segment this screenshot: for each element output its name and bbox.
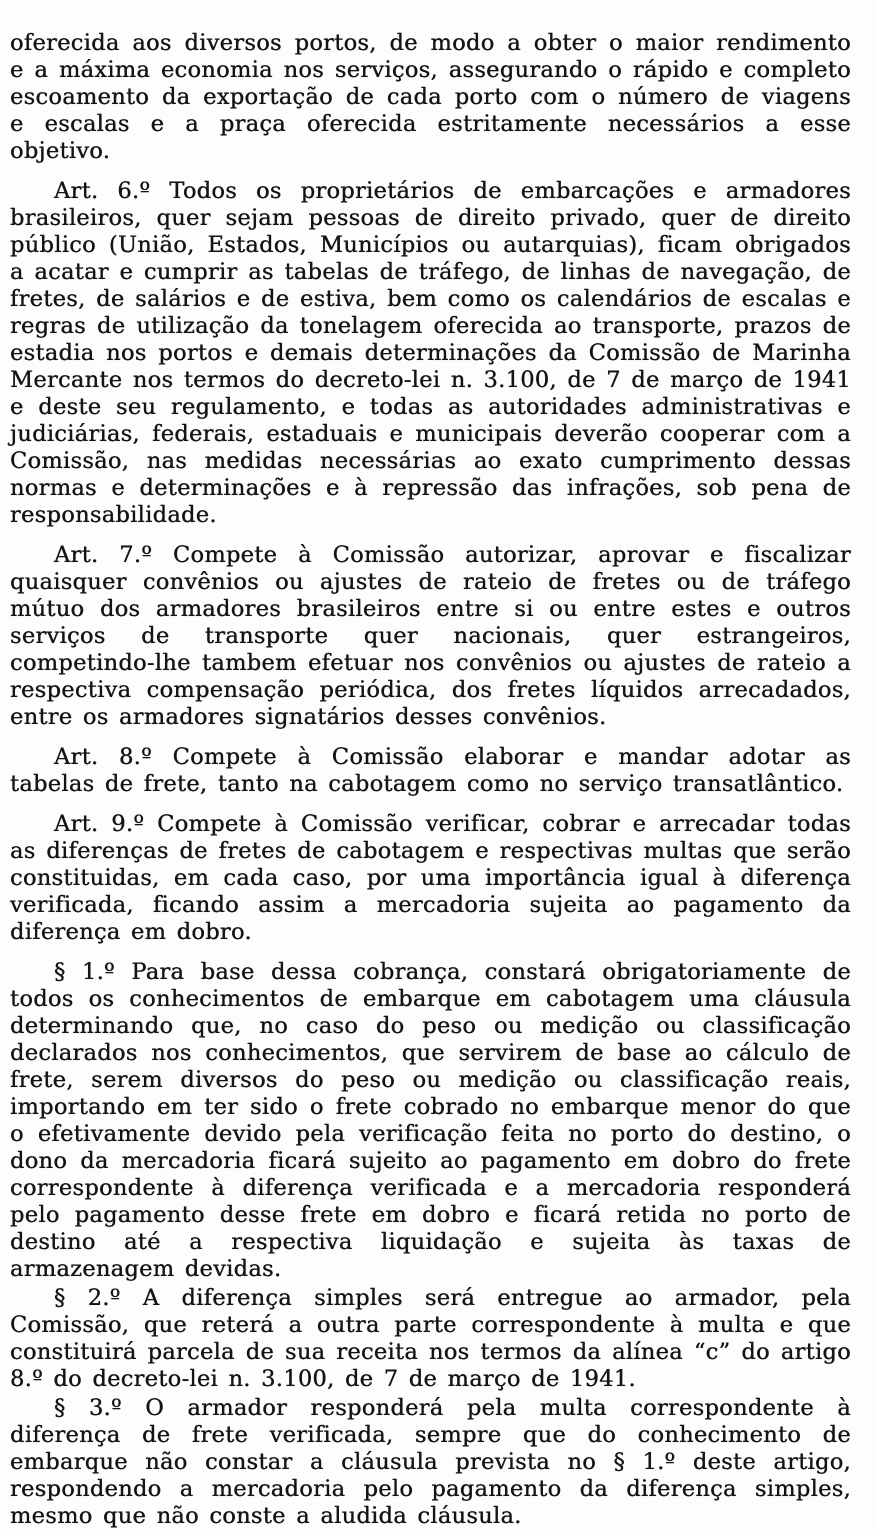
paragraph-continuation: oferecida aos diversos portos, de modo a obter o maior rendimento e a máxima economia nos serviços, assegurando o rápido e completo escoamento da exportação de cada porto com o número de viagens e escalas e a praça oferecida estritamente necessários a esse objetivo.: [10, 30, 851, 164]
paragraph-art-8: Art. 8.º Compete à Comissão elaborar e mandar adotar as tabelas de frete, tanto na cabotagem como no serviço transatlântico.: [10, 744, 851, 797]
paragraph-art-6: Art. 6.º Todos os proprietários de embarcações e armadores brasileiros, quer sejam pessoas de direito privado, quer de direito público (União, Estados, Municípios ou autarquias), ficam obrigados a acatar e cumprir as tabelas de tráfego, de linhas de navegação, de fretes, de salários e de estiva, bem como os calendários de escalas e regras de utilização da tonelagem oferecida ao transporte, prazos de estadia nos portos e demais determinações da Comissão de Marinha Mercante nos termos do decreto-lei n. 3.100, de 7 de março de 1941 e deste seu regulamento, e todas as autoridades administrativas e judiciárias, federais, estaduais e municipais deverão cooperar com a Comissão, nas medidas necessárias ao exato cumprimento dessas normas e determinações e à repressão das infrações, sob pena de responsabilidade.: [10, 178, 851, 528]
paragraph-art-7: Art. 7.º Compete à Comissão autorizar, aprovar e fiscalizar quaisquer convênios ou ajustes de rateio de fretes ou de tráfego mútuo dos armadores brasileiros entre si ou entre estes e outros serviços de transporte quer nacionais, quer estrangeiros, competindo-lhe tambem efetuar nos convênios ou ajustes de rateio a respectiva compensação periódica, dos fretes líquidos arrecadados, entre os armadores signatários desses convênios.: [10, 542, 851, 730]
paragraph-section-3: § 3.º O armador responderá pela multa correspondente à diferença de frete verificada, sempre que do conhecimento de embarque não constar a cláusula prevista no § 1.º deste artigo, respondendo a mercadoria pelo pagamento da diferença simples, mesmo que não conste a aludida cláusula.: [10, 1395, 851, 1529]
paragraph-art-9: Art. 9.º Compete à Comissão verificar, cobrar e arrecadar todas as diferenças de fretes de cabotagem e respectivas multas que serão constituidas, em cada caso, por uma importância igual à diferença verificada, ficando assim a mercadoria sujeita ao pagamento da diferença em dobro.: [10, 811, 851, 945]
paragraph-section-2: § 2.º A diferença simples será entregue ao armador, pela Comissão, que reterá a outra parte correspondente à multa e que constituirá parcela de sua receita nos termos da alínea “c” do artigo 8.º do decreto-lei n. 3.100, de 7 de março de 1941.: [10, 1285, 851, 1392]
paragraph-section-1: § 1.º Para base dessa cobrança, constará obrigatoriamente de todos os conhecimentos de embarque em cabotagem uma cláusula determinando que, no caso do peso ou medição ou classificação declarados nos conhecimentos, que servirem de base ao cálculo de frete, serem diversos do peso ou medição ou classificação reais, importando em ter sido o frete cobrado no embarque menor do que o efetivamente devido pela verificação feita no porto do destino, o dono da mercadoria ficará sujeito ao pagamento em dobro do frete correspondente à diferença verificada e a mercadoria responderá pelo pagamento desse frete em dobro e ficará retida no porto de destino até a respectiva liquidação e sujeita às taxas de armazenagem devidas.: [10, 959, 851, 1282]
